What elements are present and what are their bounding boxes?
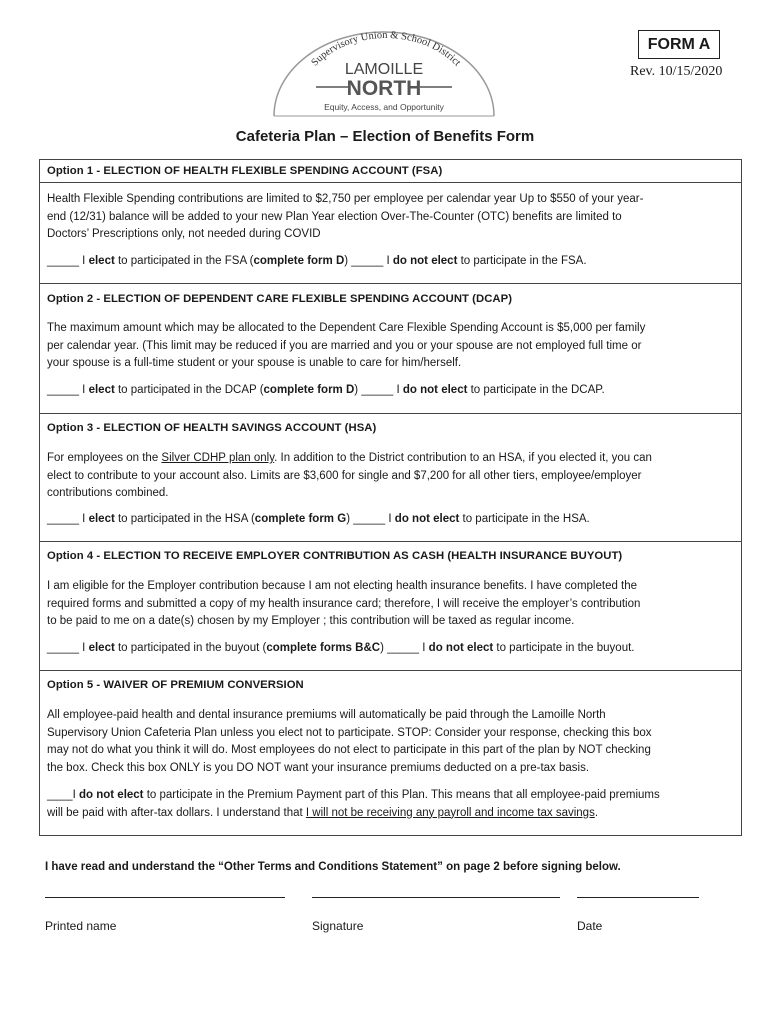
form-label-box — [638, 30, 720, 59]
form-label: FORM A — [647, 36, 711, 53]
option-4-heading: Option 4 - ELECTION TO RECEIVE EMPLOYER CONTRIBUTION AS CASH (HEALTH INSURANCE BUYOUT) — [47, 550, 623, 562]
option-1-decline-blank[interactable]: _____ — [351, 255, 384, 267]
logo-name-line2: NORTH — [346, 77, 422, 100]
option-5-heading: Option 5 - WAIVER OF PREMIUM CONVERSION — [47, 679, 304, 691]
option-2-heading: Option 2 - ELECTION OF DEPENDENT CARE FLEXIBLE SPENDING ACCOUNT (DCAP) — [47, 293, 513, 305]
signature-line[interactable] — [312, 897, 560, 898]
option-1-elect-blank[interactable]: _____ — [47, 255, 79, 267]
printed-name-line[interactable] — [45, 897, 285, 898]
acknowledgement-statement: I have read and understand the “Other Terms and Conditions Statement” on page 2 before signing below. — [45, 861, 621, 873]
option-4-description: I am eligible for the Employer contribution because I am not electing health insurance benefits. I have completed the required forms and submitted a copy of my health insurance card; therefore, I will receive the employer’s contribution to be paid to me on a date(s) chosen by my Employer ; this contribution will be taxed as regular income. — [47, 580, 641, 627]
date-line[interactable] — [577, 897, 699, 898]
option-3-description: For employees on the Silver CDHP plan only. In addition to the District contribution to an HSA, if you elected it, you can elect to contribute to your account also. Limits are $3,600 for single and $7,200 for all other tiers, employee/employer contributions combined. — [47, 452, 652, 499]
option-3-election-line: _____ I elect to participated in the HSA (complete form G) _____ I do not elect to participate in the HSA. — [47, 513, 590, 525]
option-1-heading: Option 1 - ELECTION OF HEALTH FLEXIBLE SPENDING ACCOUNT (FSA) — [47, 165, 443, 177]
option-2-election-line: _____ I elect to participated in the DCAP (complete form D) _____ I do not elect to participate in the DCAP. — [47, 384, 605, 396]
option-1-description: Health Flexible Spending contributions are limited to $2,750 per employee per calendar year Up to $550 of your year- end (12/31) balance will be added to your new Plan Year election Over-The-Counter (OTC) benefits are limited to Doctors’ Prescriptions only, not needed during COVID — [47, 193, 644, 240]
option-3-elect-blank[interactable]: _____ — [47, 513, 79, 525]
option-2-description: The maximum amount which may be allocated to the Dependent Care Flexible Spending Account is $5,000 per family per calendar year. (This limit may be reduced if you are married and you or your spouse are not employed full time or your spouse is a full-time student or your spouse is unable to care for him/herself. — [47, 322, 646, 369]
option-5-description: All employee-paid health and dental insurance premiums will automatically be paid through the Lamoille North Supervisory Union Cafeteria Plan unless you elect not to participate. STOP: Consider your response, checking this box may not do what you think it will do. Most employees do not elect to participate in this part of the plan by NOT checking the box. Check this box ONLY is you DO NOT want your insurance premiums deducted on a pre-tax basis. — [47, 709, 652, 774]
printed-name-label: Printed name — [45, 919, 117, 933]
option-5-waiver-blank[interactable]: ____ — [47, 789, 73, 801]
logo-arc-text: Supervisory Union & School District — [309, 30, 463, 69]
option-2-elect-blank[interactable]: _____ — [47, 384, 79, 396]
page-title: Cafeteria Plan – Election of Benefits Form — [235, 128, 535, 145]
option-5-waiver-statement: ____I do not elect to participate in the Premium Payment part of this Plan. This means that all employee-paid premiums will be paid with after-tax dollars. I understand that I will not be receiving any payroll and income tax savings. — [47, 789, 660, 819]
option-4-election-line: _____ I elect to participated in the buyout (complete forms B&C) _____ I do not elect to participate in the buyout. — [47, 642, 635, 654]
option-4-elect-blank[interactable]: _____ — [47, 642, 79, 654]
option-2-decline-blank[interactable]: _____ — [361, 384, 394, 396]
option-1-election-line: _____ I elect to participated in the FSA (complete form D) _____ I do not elect to participate in the FSA. — [47, 255, 587, 267]
revision-date: Rev. 10/15/2020 — [630, 64, 723, 79]
date-label: Date — [577, 919, 603, 933]
options-table — [39, 159, 742, 836]
signature-label: Signature — [312, 919, 364, 933]
logo-name-line1: LAMOILLE — [344, 61, 424, 78]
option-3-decline-blank[interactable]: _____ — [353, 513, 386, 525]
logo-tagline: Equity, Access, and Opportunity — [324, 102, 444, 112]
district-logo — [272, 30, 496, 120]
option-3-heading: Option 3 - ELECTION OF HEALTH SAVINGS ACCOUNT (HSA) — [47, 422, 377, 434]
option-4-decline-blank[interactable]: _____ — [387, 642, 420, 654]
